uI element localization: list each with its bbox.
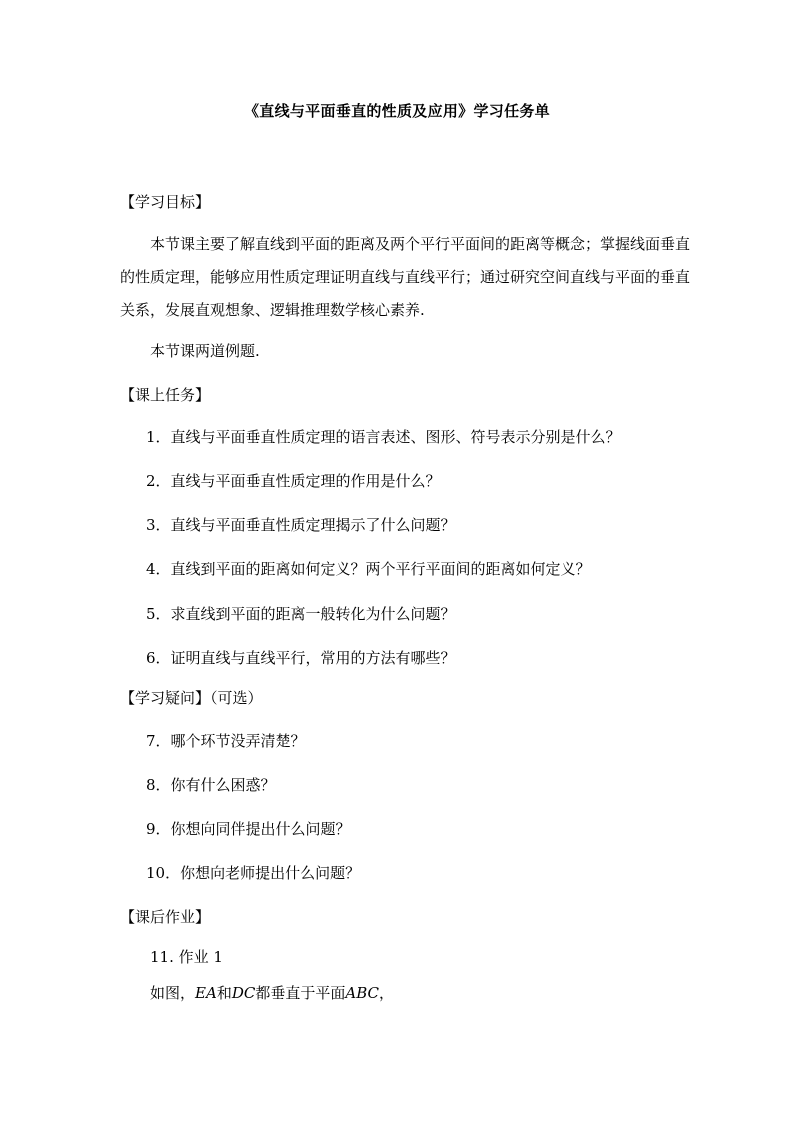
homework-text-suffix: ， [378,984,394,1002]
task-item: 2．直线与平面垂直性质定理的作用是什么？ [146,472,441,490]
task-item: 5．求直线到平面的距离一般转化为什么问题？ [146,605,456,623]
homework-text-mid: 都垂直于平面 [255,984,346,1002]
goals-example-note: 本节课两道例题. [150,342,260,360]
section-heading-goals: 【学习目标】 [120,193,211,211]
line-ea: EA [195,984,217,1002]
document-title: 《直线与平面垂直的性质及应用》学习任务单 [243,102,550,120]
question-item: 7．哪个环节没弄清楚？ [146,732,306,750]
task-item: 1．直线与平面垂直性质定理的语言表述、图形、符号表示分别是什么？ [146,428,621,446]
goals-paragraph: 本节课主要了解直线到平面的距离及两个平行平面间的距离等概念；掌握线面垂直的性质定理，能够应用性质定理证明直线与直线平行；通过研究空间直线与平面的垂直关系，发展直观想象、逻辑推理数学核心素养. [120,235,691,319]
task-item: 4．直线到平面的距离如何定义？两个平行平面间的距离如何定义？ [146,560,591,578]
homework-text-and: 和 [216,984,232,1002]
homework-item-title: 11. 作业 1 [150,948,223,966]
question-item: 8．你有什么困惑？ [146,776,276,794]
homework-problem-text [150,982,394,1003]
task-item: 3．直线与平面垂直性质定理揭示了什么问题？ [146,516,456,534]
homework-text-prefix: 如图， [150,984,196,1002]
section-heading-questions: 【学习疑问】（可选） [120,689,263,707]
line-dc: DC [231,984,256,1002]
plane-abc: ABC [345,984,379,1002]
question-item: 10．你想向老师提出什么问题？ [146,864,361,882]
question-item: 9．你想向同伴提出什么问题？ [146,820,351,838]
section-heading-tasks: 【课上任务】 [120,386,211,404]
task-item: 6．证明直线与直线平行，常用的方法有哪些？ [146,649,456,667]
section-heading-homework: 【课后作业】 [120,908,211,926]
